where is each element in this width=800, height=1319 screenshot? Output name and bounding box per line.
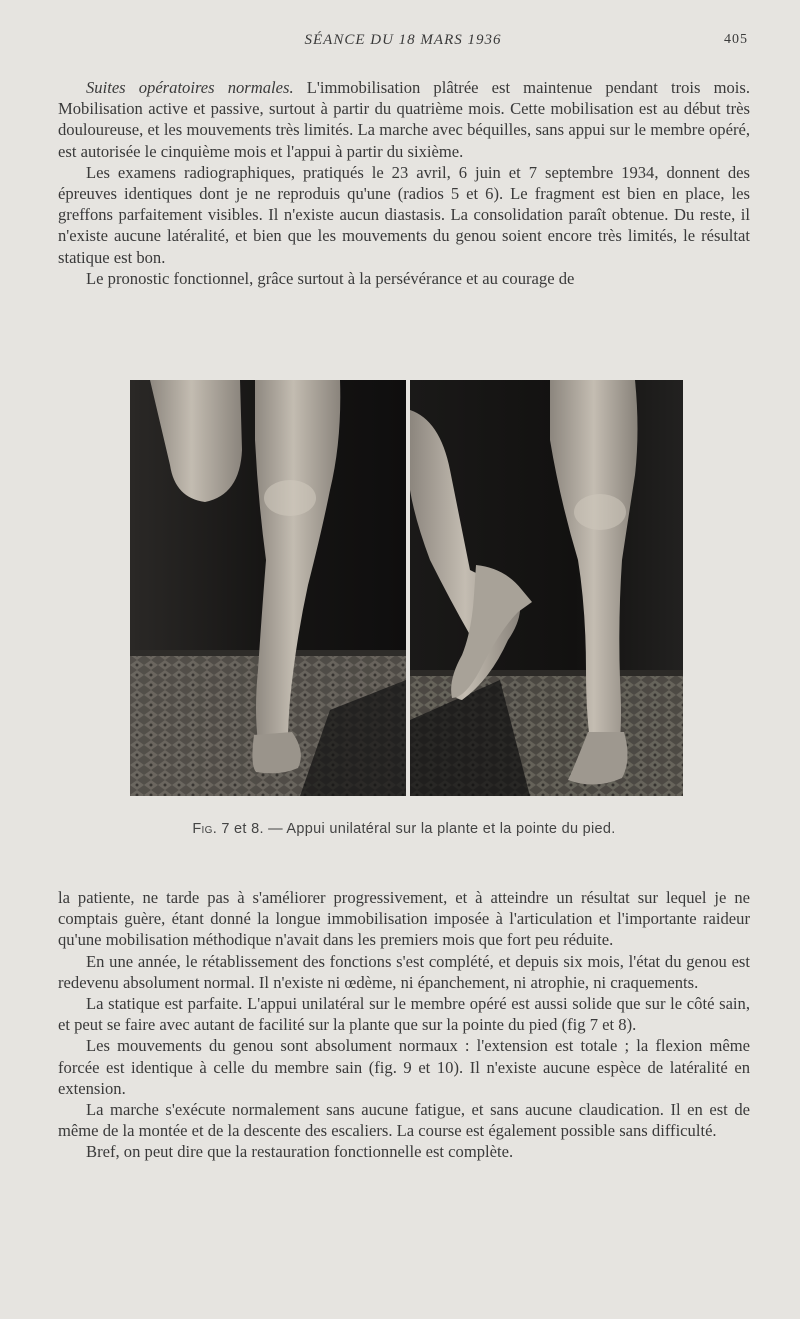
photo-fig-7 [130,380,406,796]
text-block-top [58,77,750,289]
text-block-bottom [58,887,750,1163]
paragraph: Bref, on peut dire que la restauration fonctionnelle est complète. [86,1142,514,1162]
paragraph: La statique est parfaite. L'appui unilatéral sur le membre opéré est aussi solide que sur le côté sain, et peut se faire avec autant de facilité sur la plante que sur la pointe du pied (fig 7 et 8). [58,994,750,1035]
running-title: SÉANCE DU 18 MARS 1936 [304,32,502,48]
page-number: 405 [724,32,748,47]
paragraph-text: L'immobilisation plâtrée est maintenue pendant trois mois. Mobilisation active et passive, surtout à partir du quatrième mois. Cette mobilisation est au début très douloureuse, et les mouvements très limités. La marche avec béquilles, sans appui sur le membre opéré, est autorisée le cinquième mois et l'appui à partir du sixième. [58,78,750,161]
paragraph: Le pronostic fonctionnel, grâce surtout à la persévérance et au courage de [86,268,575,288]
photo-fig-8 [410,380,683,796]
caption-text: 7 et 8. — Appui unilatéral sur la plante et la pointe du pied. [217,821,616,837]
paragraph-heading: Suites opératoires normales. [86,78,294,97]
paragraph: la patiente, ne tarde pas à s'améliorer progressivement, et à atteindre un résultat sur lequel je ne comptais guère, étant donné la longue immobilisation imposée à l'articulation et l'importante raideur qu'une mobilisation méthodique n'avait dans les premiers mois que fort peu réduite. [58,888,750,950]
paragraph: La marche s'exécute normalement sans aucune fatigue, et sans aucune claudication. Il en est de même de la montée et de la descente des escaliers. La course est également possible sans difficulté. [58,1100,750,1141]
figure-7-8 [130,380,683,796]
figure-caption [58,821,750,837]
caption-figure-label: Fig. [192,821,218,837]
running-head [58,32,748,52]
paragraph: Les examens radiographiques, pratiqués le 23 avril, 6 juin et 7 septembre 1934, donnent des épreuves identiques dont je ne reproduis qu'une (radios 5 et 6). Le fragment est bien en place, les greffons parfaitement visibles. Il n'existe aucun diastasis. La consolidation paraît obtenue. Du reste, il n'existe aucune latéralité, et bien que les mouvements du genou soient encore très limités, le résultat statique est bon. [58,162,750,267]
photo-fig-7-drawing [130,380,406,796]
paragraph [58,77,750,162]
paragraph: Les mouvements du genou sont absolument normaux : l'extension est totale ; la flexion même forcée est identique à celle du membre sain (fig. 9 et 10). Il n'existe aucune espèce de latéralité en extension. [58,1036,750,1098]
photo-fig-8-drawing [410,380,683,796]
paragraph: En une année, le rétablissement des fonctions s'est complété, et depuis six mois, l'état du genou est redevenu absolument normal. Il n'existe ni œdème, ni épanchement, ni atrophie, ni craquements. [58,951,750,992]
